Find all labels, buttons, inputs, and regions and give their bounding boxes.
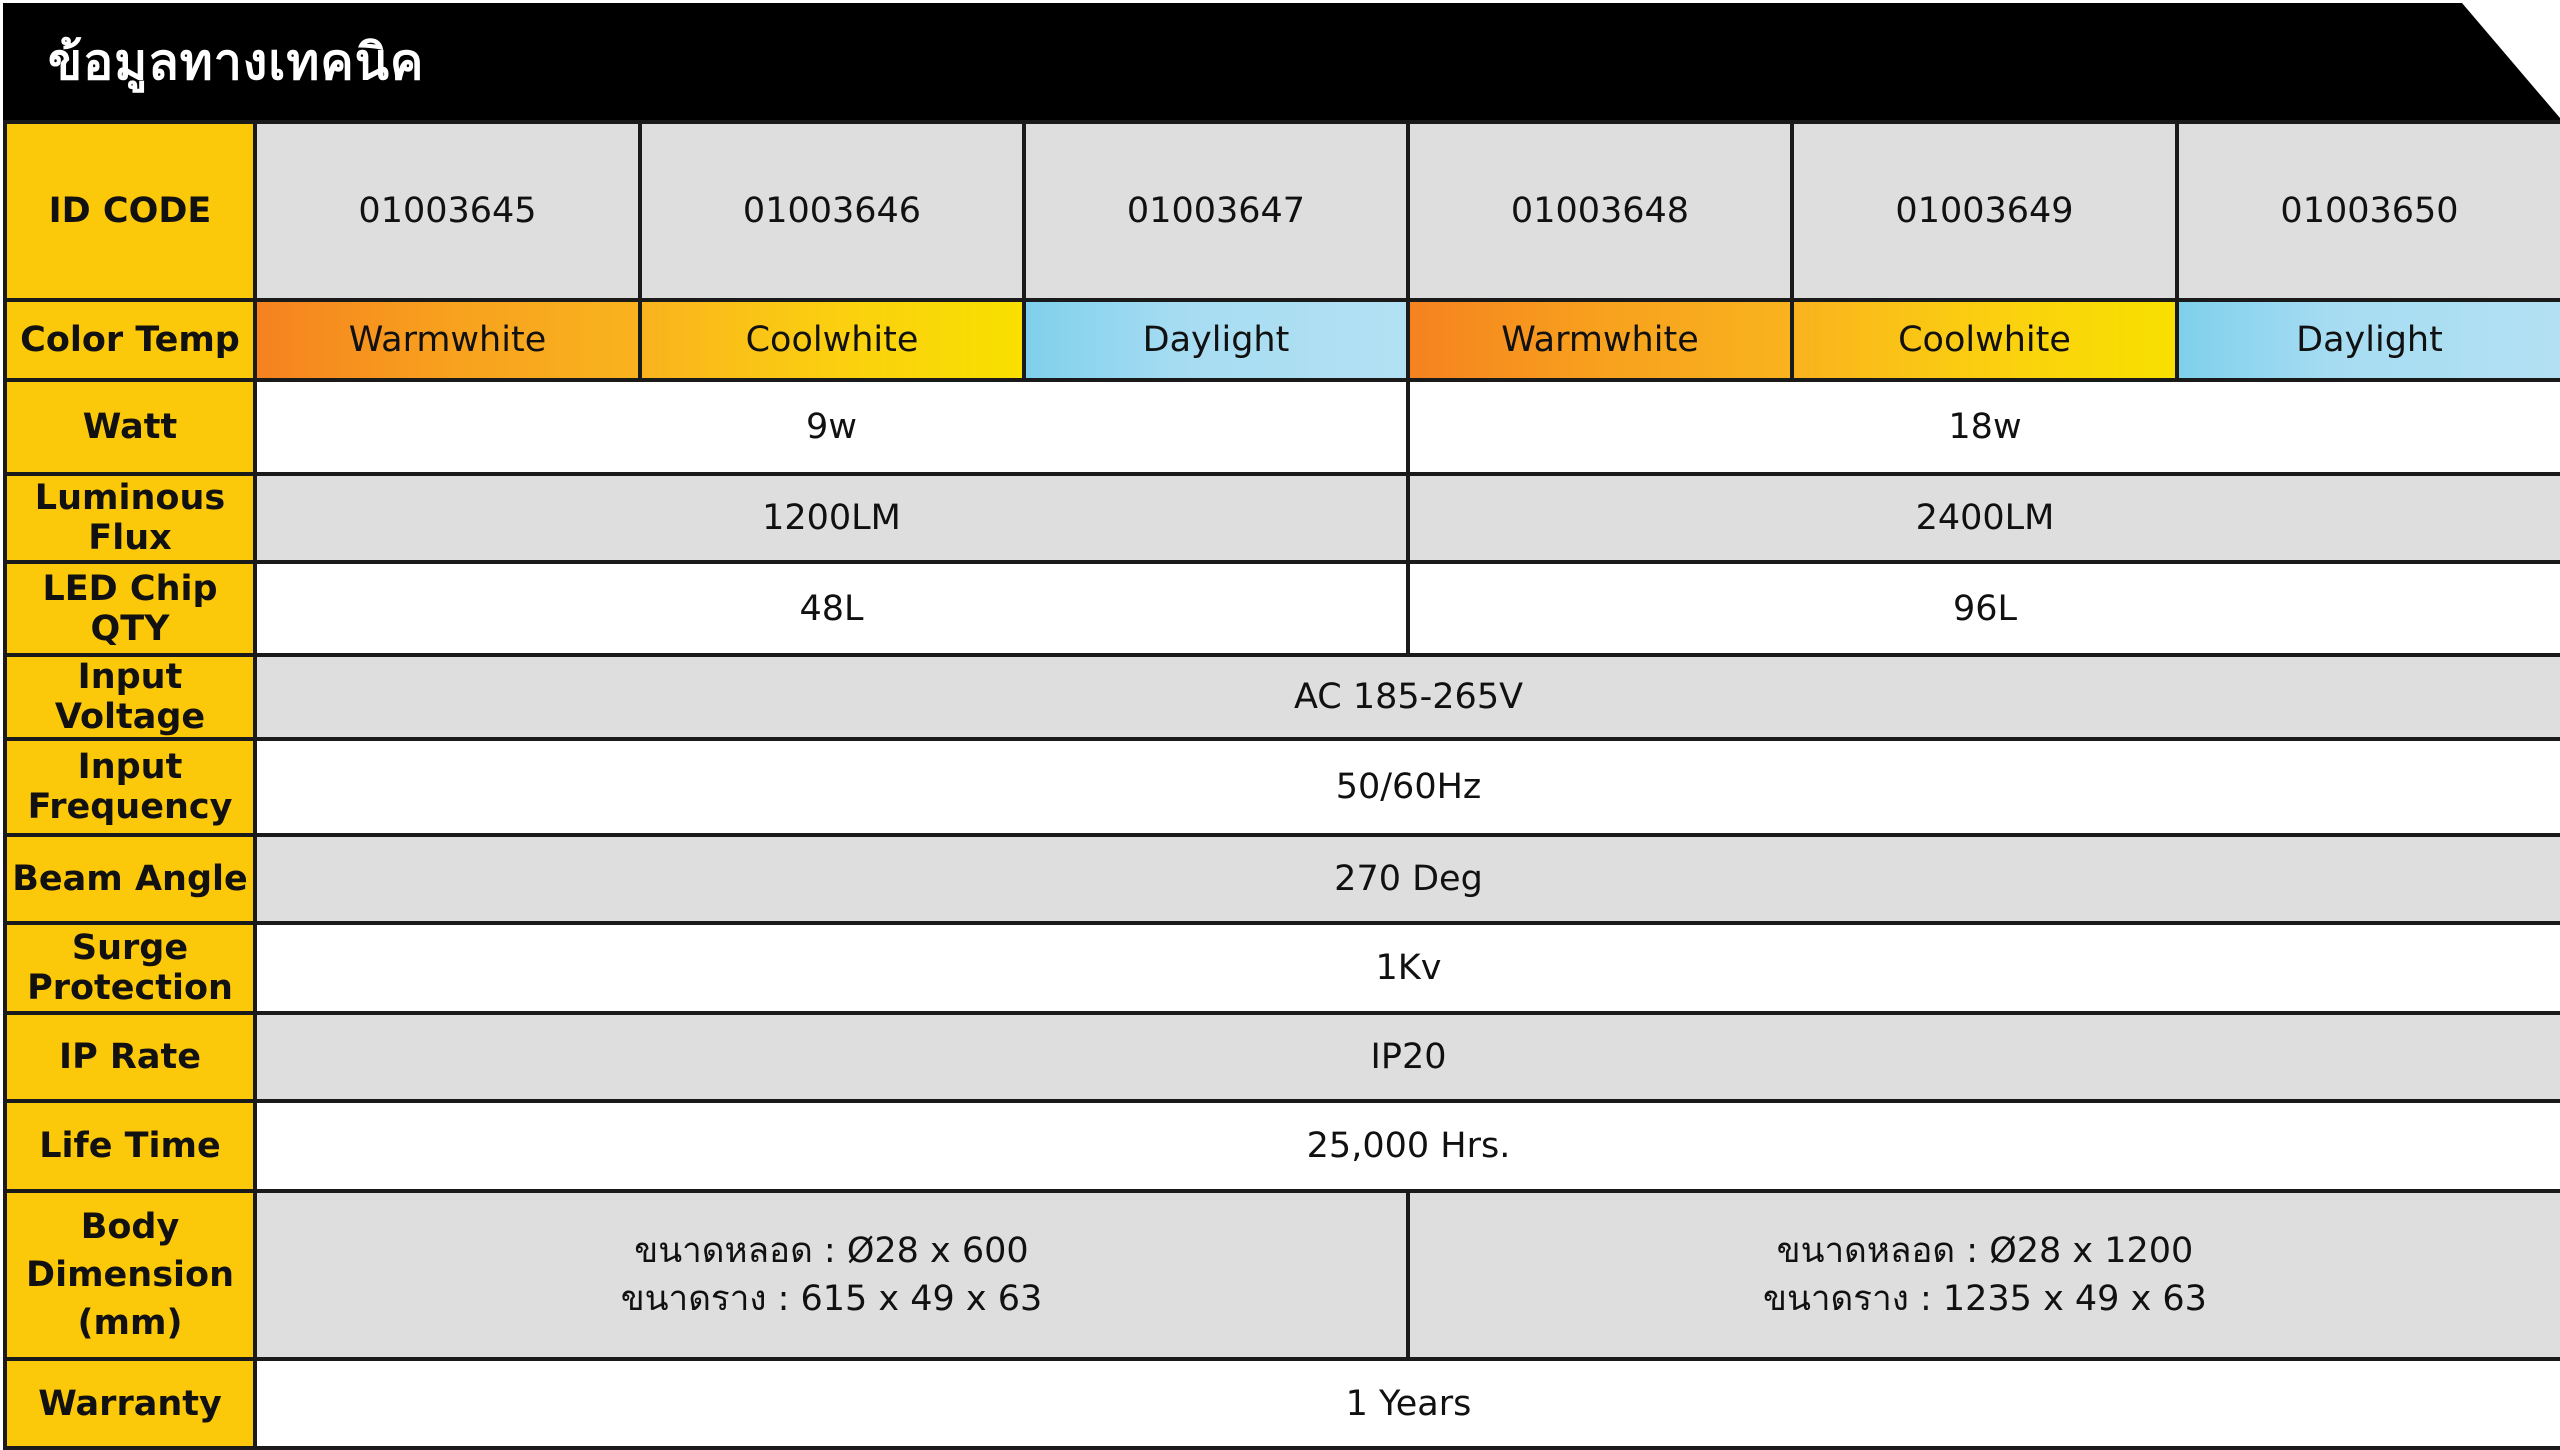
id-code-cell: 01003648 <box>1408 122 1792 300</box>
label-ip-rate: IP Rate <box>5 1013 255 1101</box>
row-luminous-flux <box>5 474 2560 562</box>
body-dimension-value <box>255 1191 1408 1359</box>
color-temp-daylight: Daylight <box>1024 300 1408 380</box>
row-warranty <box>5 1359 2560 1448</box>
id-code-cell: 01003646 <box>640 122 1024 300</box>
label-warranty: Warranty <box>5 1359 255 1448</box>
rail-size-text: ขนาดราง : 615 x 49 x 63 <box>620 1279 1043 1319</box>
row-body-dimension <box>5 1191 2560 1359</box>
color-temp-coolwhite: Coolwhite <box>1792 300 2177 380</box>
tube-size-text: ขนาดหลอด : Ø28 x 1200 <box>1776 1231 2194 1271</box>
label-watt: Watt <box>5 380 255 474</box>
label-led-chip-qty: LED Chip QTY <box>5 562 255 655</box>
label-input-frequency: Input Frequency <box>5 739 255 835</box>
header-banner <box>0 0 2560 120</box>
label-luminous-flux: Luminous Flux <box>5 474 255 562</box>
label-body-dimension-line2: (mm) <box>77 1303 183 1343</box>
label-body-dimension <box>5 1191 255 1359</box>
watt-value: 9w <box>255 380 1408 474</box>
ip-rate-value: IP20 <box>255 1013 2560 1101</box>
tube-size-text: ขนาดหลอด : Ø28 x 600 <box>634 1231 1029 1271</box>
row-led-chip-qty <box>5 562 2560 655</box>
watt-value: 18w <box>1408 380 2560 474</box>
id-code-cell: 01003649 <box>1792 122 2177 300</box>
row-ip-rate <box>5 1013 2560 1101</box>
row-watt <box>5 380 2560 474</box>
body-dimension-value <box>1408 1191 2560 1359</box>
input-voltage-value: AC 185-265V <box>255 655 2560 739</box>
row-color-temp <box>5 300 2560 380</box>
row-input-voltage <box>5 655 2560 739</box>
row-input-frequency <box>5 739 2560 835</box>
page-title: ข้อมูลทางเทคนิค <box>48 33 425 91</box>
life-time-value: 25,000 Hrs. <box>255 1101 2560 1191</box>
row-surge-protection <box>5 923 2560 1013</box>
led-chip-qty-value: 48L <box>255 562 1408 655</box>
luminous-flux-value: 2400LM <box>1408 474 2560 562</box>
input-frequency-value: 50/60Hz <box>255 739 2560 835</box>
color-temp-daylight: Daylight <box>2177 300 2560 380</box>
id-code-cell: 01003650 <box>2177 122 2560 300</box>
row-beam-angle <box>5 835 2560 923</box>
label-input-voltage: Input Voltage <box>5 655 255 739</box>
label-color-temp: Color Temp <box>5 300 255 380</box>
rail-size-text: ขนาดราง : 1235 x 49 x 63 <box>1763 1279 2207 1319</box>
label-life-time: Life Time <box>5 1101 255 1191</box>
color-temp-warmwhite: Warmwhite <box>255 300 640 380</box>
color-temp-coolwhite: Coolwhite <box>640 300 1024 380</box>
spec-table <box>3 120 2560 1450</box>
id-code-cell: 01003645 <box>255 122 640 300</box>
beam-angle-value: 270 Deg <box>255 835 2560 923</box>
label-id-code: ID CODE <box>5 122 255 300</box>
row-life-time <box>5 1101 2560 1191</box>
label-beam-angle: Beam Angle <box>5 835 255 923</box>
color-temp-warmwhite: Warmwhite <box>1408 300 1792 380</box>
label-surge-protection: Surge Protection <box>5 923 255 1013</box>
surge-protection-value: 1Kv <box>255 923 2560 1013</box>
row-id-code <box>5 122 2560 300</box>
label-body-dimension-line1: Body Dimension <box>26 1207 234 1295</box>
warranty-value: 1 Years <box>255 1359 2560 1448</box>
id-code-cell: 01003647 <box>1024 122 1408 300</box>
luminous-flux-value: 1200LM <box>255 474 1408 562</box>
led-chip-qty-value: 96L <box>1408 562 2560 655</box>
